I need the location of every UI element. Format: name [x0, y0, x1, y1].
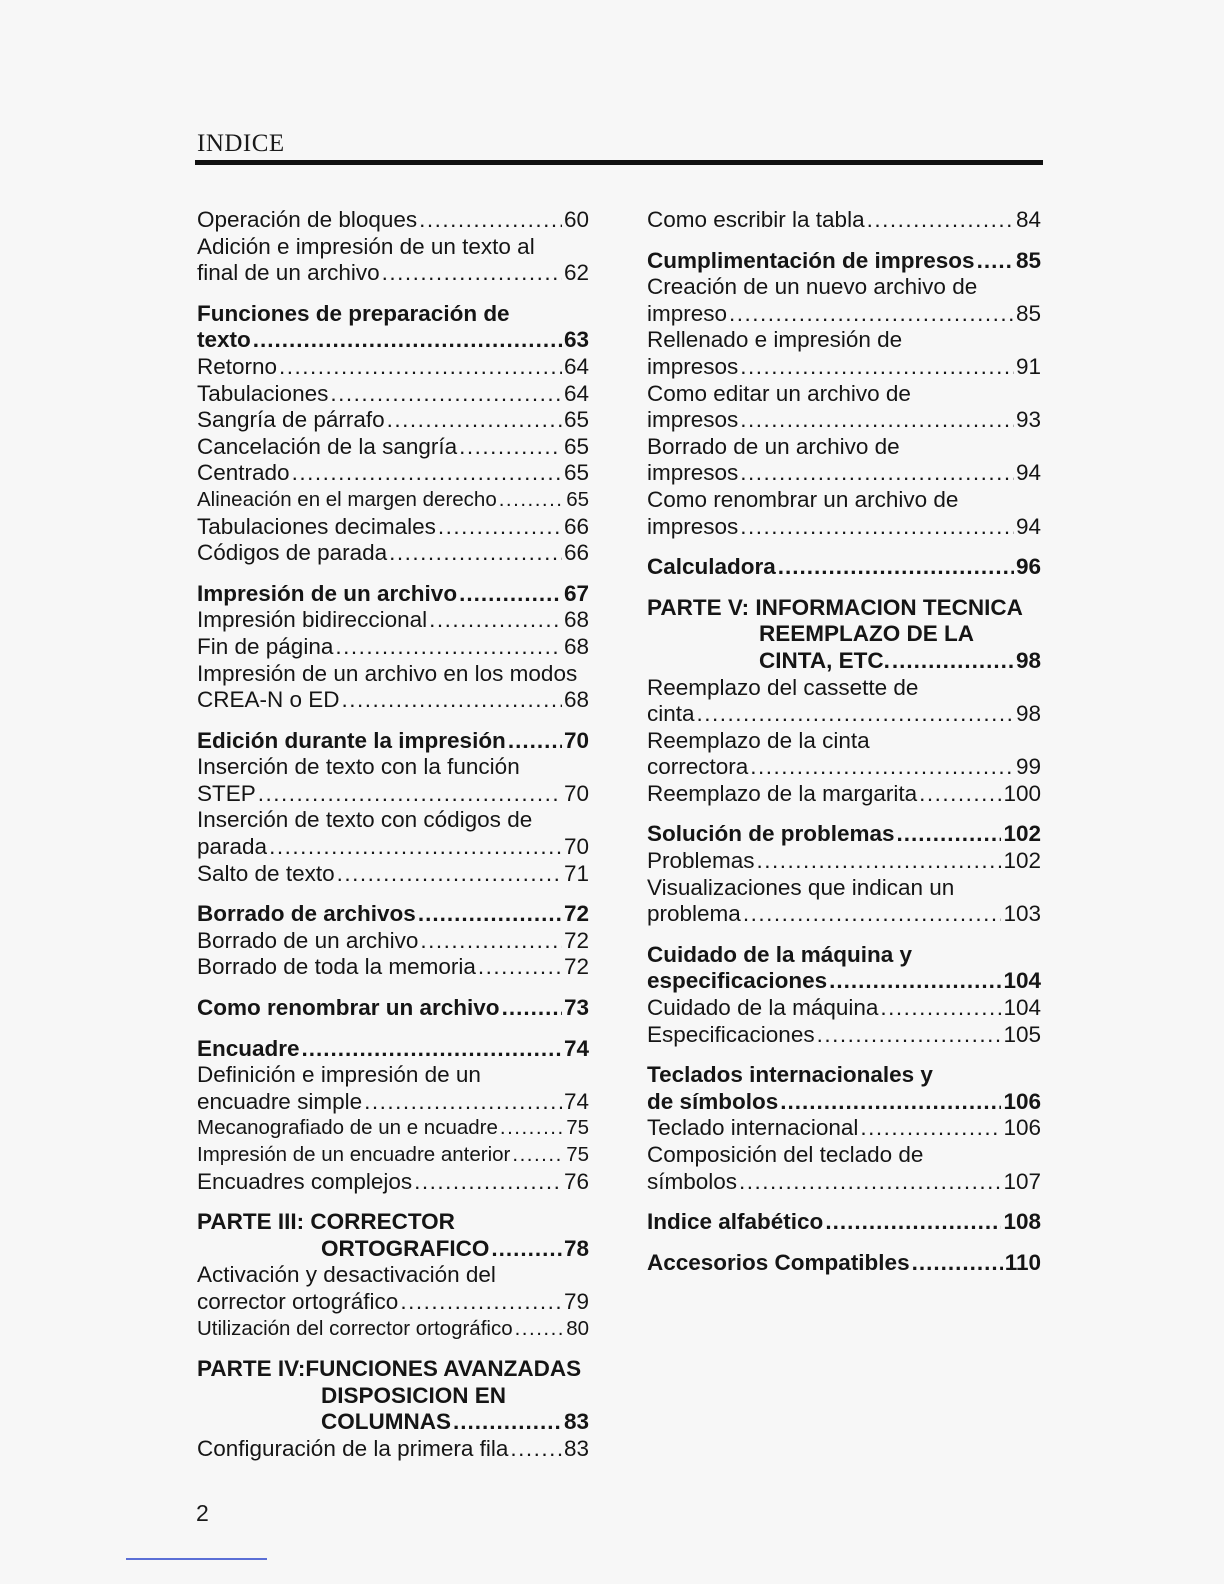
toc-page-number: 107	[1003, 1168, 1041, 1194]
toc-page-number: 102	[1003, 848, 1041, 874]
toc-entry-title: Borrado de un archivo de	[647, 433, 900, 459]
toc-entry	[647, 327, 1041, 380]
toc-leader-dots	[459, 434, 562, 461]
toc-entry-title: Como renombrar un archivo de	[647, 486, 959, 512]
toc-entry-title: Reemplazo de la cinta	[647, 727, 870, 753]
toc-entry-title: Adición e impresión de un texto al	[197, 233, 535, 259]
toc-entry	[647, 1142, 1041, 1195]
toc-entry-title: Visualizaciones que indican un	[647, 874, 955, 900]
toc-section-heading	[197, 901, 589, 928]
toc-entry	[197, 514, 589, 541]
toc-leader-dots	[829, 968, 1001, 995]
toc-entry	[197, 354, 589, 381]
toc-leader-dots	[400, 1289, 562, 1316]
toc-entry	[647, 781, 1041, 808]
toc-entry-title: Utilización del corrector ortográfico	[197, 1316, 513, 1340]
toc-page-number: 65	[563, 460, 589, 486]
toc-leader-dots	[292, 460, 562, 487]
toc-page-number: 106	[1003, 1088, 1041, 1114]
toc-page-number: 70	[563, 834, 589, 860]
toc-leader-dots	[279, 354, 562, 381]
toc-leader-dots	[510, 1436, 562, 1463]
toc-page-number: 98	[1015, 647, 1041, 673]
toc-entry-title: Rellenado e impresión de	[647, 327, 903, 353]
toc-entry-title: Como renombrar un archivo	[197, 995, 500, 1021]
toc-entry-title: Edición durante la impresión	[197, 727, 506, 753]
toc-entry-title: Inserción de texto con códigos de	[197, 807, 533, 833]
toc-leader-dots	[269, 834, 562, 861]
toc-leader-dots	[860, 1115, 1001, 1142]
toc-leader-dots	[817, 1022, 1002, 1049]
toc-section-heading	[197, 995, 589, 1022]
toc-entry-title: Cuidado de la máquina y	[647, 941, 913, 967]
toc-entry	[197, 407, 589, 434]
toc-leader-dots	[342, 687, 562, 714]
toc-page-number: 85	[1015, 247, 1041, 273]
toc-entry	[647, 848, 1041, 875]
toc-page-number: 66	[563, 540, 589, 566]
toc-entry-title: Fin de página	[197, 633, 334, 659]
toc-entry	[647, 675, 1041, 728]
toc-entry	[197, 861, 589, 888]
toc-page-number: 94	[1015, 513, 1041, 539]
toc-leader-dots	[499, 487, 564, 514]
toc-leader-dots	[330, 381, 562, 408]
toc-page-number: 73	[563, 995, 589, 1021]
toc-leader-dots	[743, 901, 1002, 928]
toc-entry-title: PARTE III: CORRECTOR	[197, 1209, 455, 1235]
toc-page-number: 80	[566, 1316, 589, 1340]
toc-entry-title: impreso	[647, 300, 728, 326]
toc-page-number: 75	[566, 1116, 589, 1140]
toc-entry	[647, 995, 1041, 1022]
toc-leader-dots	[389, 540, 562, 567]
toc-entry-title: Borrado de un archivo	[197, 927, 419, 953]
toc-entry-title: Reemplazo de la margarita	[647, 780, 918, 806]
toc-entry	[197, 954, 589, 981]
toc-page-number: 108	[1003, 1209, 1041, 1235]
toc-entry-title: parada	[197, 834, 268, 860]
toc-entry-title: ORTOGRAFICO	[321, 1235, 490, 1261]
toc-leader-dots	[919, 781, 1001, 808]
toc-section-heading	[647, 1062, 1041, 1115]
toc-leader-dots	[364, 1089, 562, 1116]
toc-entry	[197, 1316, 589, 1343]
toc-entry	[647, 434, 1041, 487]
toc-entry-title: Como editar un archivo de	[647, 380, 911, 406]
toc-page-number: 103	[1003, 901, 1041, 927]
toc-entry-title: CREA-N o ED	[197, 687, 340, 713]
toc-page-number: 72	[563, 954, 589, 980]
toc-entry-title: Retorno	[197, 353, 278, 379]
toc-entry-title: Tabulaciones	[197, 380, 329, 406]
toc-entry-title: impresos	[647, 407, 739, 433]
toc-entry	[647, 207, 1041, 234]
toc-leader-dots	[302, 1036, 562, 1063]
toc-entry-title: texto	[197, 327, 251, 353]
toc-leader-dots	[912, 1250, 1003, 1277]
toc-entry-title: Reemplazo del cassette de	[647, 674, 919, 700]
toc-entry-title: PARTE IV:FUNCIONES AVANZADAS	[197, 1356, 582, 1382]
toc-entry-title: STEP	[197, 780, 256, 806]
toc-page-number: 83	[563, 1435, 589, 1461]
toc-page-number: 78	[563, 1235, 589, 1261]
toc-section-heading	[197, 1036, 589, 1063]
toc-leader-dots	[512, 1142, 564, 1169]
toc-entry	[647, 1022, 1041, 1049]
toc-section-heading	[647, 595, 1041, 675]
toc-entry-title: CINTA, ETC.	[759, 647, 890, 673]
toc-entry	[197, 1062, 589, 1115]
toc-leader-dots	[757, 848, 1002, 875]
toc-leader-dots	[478, 954, 562, 981]
toc-page-number: 63	[563, 327, 589, 353]
toc-leader-dots	[508, 728, 562, 755]
toc-entry	[197, 634, 589, 661]
toc-entry-title: Funciones de preparación de	[197, 300, 510, 326]
toc-entry-title: Cuidado de la máquina	[647, 995, 879, 1021]
toc-leader-dots	[897, 821, 1002, 848]
toc-page-number: 105	[1003, 1021, 1041, 1047]
toc-entry-title: Teclado internacional	[647, 1115, 859, 1141]
page-number: 2	[196, 1500, 209, 1526]
toc-page-number: 74	[563, 1088, 589, 1114]
toc-leader-dots	[335, 634, 562, 661]
toc-entry-title: cinta	[647, 701, 695, 727]
toc-leader-dots	[438, 514, 562, 541]
toc-section-heading	[197, 728, 589, 755]
toc-entry	[647, 487, 1041, 540]
toc-leader-dots	[977, 248, 1014, 275]
toc-page-number: 74	[563, 1035, 589, 1061]
toc-entry	[197, 1169, 589, 1196]
toc-entry-title: Alineación en el margen derecho	[197, 487, 497, 511]
toc-page-number: 66	[563, 513, 589, 539]
toc-page-number: 93	[1015, 407, 1041, 433]
toc-entry-title: DISPOSICION EN	[321, 1382, 507, 1408]
toc-leader-dots	[740, 460, 1014, 487]
toc-section-heading	[647, 942, 1041, 995]
toc-entry-title: problema	[647, 901, 741, 927]
toc-page-number: 83	[563, 1409, 589, 1435]
toc-leader-dots	[418, 901, 562, 928]
toc-entry-title: Mecanografiado de un e ncuadre	[197, 1116, 498, 1140]
toc-entry	[197, 381, 589, 408]
toc-entry-title: Centrado	[197, 460, 290, 486]
toc-entry-title: Códigos de parada	[197, 540, 388, 566]
toc-entry	[197, 661, 589, 714]
toc-section-heading	[647, 554, 1041, 581]
toc-section-heading	[647, 1250, 1041, 1277]
toc-leader-dots	[780, 1089, 1001, 1116]
toc-entry	[647, 728, 1041, 781]
toc-leader-dots	[892, 648, 1014, 675]
toc-page-number: 99	[1015, 754, 1041, 780]
toc-page-number: 68	[563, 687, 589, 713]
toc-leader-dots	[778, 554, 1014, 581]
toc-entry-title: Configuración de la primera fila	[197, 1435, 509, 1461]
toc-entry	[197, 1262, 589, 1315]
toc-page-number: 106	[1003, 1115, 1041, 1141]
toc-leader-dots	[414, 1169, 562, 1196]
toc-entry-title: impresos	[647, 513, 739, 539]
toc-page-number: 60	[563, 207, 589, 232]
toc-page-number: 85	[1015, 300, 1041, 326]
toc-leader-dots	[740, 407, 1014, 434]
toc-leader-dots	[697, 701, 1014, 728]
toc-page-number: 79	[563, 1288, 589, 1314]
toc-entry	[197, 807, 589, 860]
toc-page-number: 96	[1015, 554, 1041, 580]
toc-leader-dots	[750, 754, 1014, 781]
toc-section-heading	[647, 248, 1041, 275]
toc-page-number: 104	[1003, 968, 1041, 994]
toc-leader-dots	[500, 1115, 564, 1142]
toc-entry-title: Encuadre	[197, 1035, 300, 1061]
toc-entry-title: encuadre simple	[197, 1088, 363, 1114]
toc-entry-title: de símbolos	[647, 1088, 779, 1114]
toc-section-heading	[197, 1209, 589, 1262]
toc-entry	[197, 607, 589, 634]
toc-entry	[197, 434, 589, 461]
toc-leader-dots	[258, 781, 562, 808]
toc-entry-title: Como escribir la tabla	[647, 207, 865, 232]
toc-page-number: 68	[563, 633, 589, 659]
toc-entry-title: Activación y desactivación del	[197, 1262, 496, 1288]
toc-leader-dots	[867, 207, 1014, 234]
toc-section-heading	[197, 581, 589, 608]
toc-entry	[197, 928, 589, 955]
toc-entry	[197, 1436, 589, 1463]
toc-entry-title: Solución de problemas	[647, 821, 895, 847]
toc-leader-dots	[419, 207, 562, 234]
toc-entry	[197, 460, 589, 487]
toc-entry-title: Problemas	[647, 848, 755, 874]
toc-leader-dots	[825, 1209, 1001, 1236]
toc-entry-title: Accesorios Compatibles	[647, 1249, 910, 1275]
toc-left-column	[197, 207, 589, 1463]
header-rule	[195, 160, 1043, 165]
toc-leader-dots	[502, 995, 562, 1022]
toc-page-number: 68	[563, 607, 589, 633]
toc-entry-title: Tabulaciones decimales	[197, 513, 436, 539]
toc-section-heading	[197, 301, 589, 354]
toc-page-number: 72	[563, 901, 589, 927]
toc-entry-title: Operación de bloques	[197, 207, 418, 232]
toc-entry-title: impresos	[647, 353, 739, 379]
toc-page-number: 110	[1004, 1249, 1041, 1275]
toc-leader-dots	[387, 407, 562, 434]
toc-page-number: 62	[563, 260, 589, 286]
toc-entry	[647, 875, 1041, 928]
toc-entry-title: impresos	[647, 460, 739, 486]
toc-page-number: 75	[566, 1143, 589, 1166]
toc-entry-title: Creación de un nuevo archivo de	[647, 274, 978, 300]
toc-entry-title: corrector ortográfico	[197, 1288, 399, 1314]
toc-entry-title: Impresión de un archivo en los modos	[197, 660, 578, 686]
toc-leader-dots	[429, 607, 562, 634]
toc-page-number: 65	[563, 433, 589, 459]
toc-leader-dots	[740, 354, 1014, 381]
toc-entry-title: especificaciones	[647, 968, 828, 994]
toc-entry-title: REEMPLAZO DE LA	[759, 621, 975, 647]
toc-entry-title: correctora	[647, 754, 749, 780]
toc-entry	[197, 1115, 589, 1142]
toc-leader-dots	[420, 928, 562, 955]
toc-entry-title: Composición del teclado de	[647, 1142, 924, 1167]
toc-leader-dots	[253, 327, 562, 354]
toc-entry-title: Definición e impresión de un	[197, 1062, 481, 1088]
toc-leader-dots	[491, 1236, 562, 1263]
toc-entry	[197, 754, 589, 807]
toc-entry-title: Borrado de toda la memoria	[197, 954, 476, 980]
toc-page-number: 72	[563, 927, 589, 953]
toc-entry-title: Teclados internacionales y	[647, 1062, 933, 1088]
toc-leader-dots	[515, 1316, 565, 1343]
toc-entry-title: Impresión de un archivo	[197, 580, 458, 606]
toc-page-number: 94	[1015, 460, 1041, 486]
toc-page-number: 76	[563, 1168, 589, 1194]
toc-right-column	[647, 207, 1041, 1276]
toc-entry-title: Salto de texto	[197, 860, 335, 886]
toc-entry-title: final de un archivo	[197, 260, 380, 286]
toc-entry	[647, 1115, 1041, 1142]
toc-entry	[197, 234, 589, 287]
toc-entry	[197, 487, 589, 514]
toc-entry-title: Indice alfabético	[647, 1209, 824, 1235]
toc-section-heading	[647, 821, 1041, 848]
toc-page-number: 84	[1015, 207, 1041, 232]
toc-entry-title: Especificaciones	[647, 1021, 815, 1047]
toc-leader-dots	[337, 861, 562, 888]
toc-entry-title: PARTE V: INFORMACION TECNICA	[647, 594, 1023, 620]
toc-page-number: 71	[563, 860, 589, 886]
toc-entry-title: Encuadres complejos	[197, 1168, 413, 1194]
toc-section-heading	[647, 1209, 1041, 1236]
toc-entry-title: Sangría de párrafo	[197, 407, 385, 433]
toc-entry-title: Impresión bidireccional	[197, 607, 428, 633]
toc-page-number: 65	[566, 487, 589, 511]
toc-entry	[197, 540, 589, 567]
toc-leader-dots	[453, 1409, 562, 1436]
toc-entry-title: COLUMNAS	[321, 1409, 451, 1435]
toc-page-number: 100	[1003, 780, 1041, 806]
toc-leader-dots	[739, 1169, 1001, 1196]
toc-page-number: 64	[563, 380, 589, 406]
toc-entry-title: Impresión de un encuadre anterior	[197, 1143, 511, 1166]
toc-page-number: 102	[1003, 821, 1041, 847]
toc-section-heading	[197, 1356, 589, 1436]
toc-entry-title: Calculadora	[647, 554, 776, 580]
toc-leader-dots	[729, 301, 1014, 328]
toc-leader-dots	[382, 260, 562, 287]
toc-entry-title: Cumplimentación de impresos	[647, 247, 975, 273]
toc-page-number: 91	[1015, 353, 1041, 379]
toc-entry-title: Cancelación de la sangría	[197, 433, 458, 459]
toc-page-number: 104	[1003, 995, 1041, 1021]
bottom-link-underline	[126, 1558, 267, 1560]
toc-page-number: 70	[563, 780, 589, 806]
toc-page-number: 65	[563, 407, 589, 433]
toc-entry	[197, 207, 589, 234]
toc-page-number: 67	[563, 580, 589, 606]
toc-entry-title: Borrado de archivos	[197, 901, 416, 927]
toc-page-number: 98	[1015, 701, 1041, 727]
toc-entry	[647, 381, 1041, 434]
toc-page-number: 70	[563, 727, 589, 753]
toc-entry	[647, 274, 1041, 327]
toc-leader-dots	[740, 514, 1014, 541]
page-title: INDICE	[197, 130, 285, 157]
toc-entry	[197, 1142, 589, 1169]
toc-page-number: 64	[563, 353, 589, 379]
toc-entry-title: símbolos	[647, 1168, 738, 1194]
toc-leader-dots	[880, 995, 1001, 1022]
toc-leader-dots	[459, 581, 562, 608]
toc-entry-title: Inserción de texto con la función	[197, 754, 520, 780]
